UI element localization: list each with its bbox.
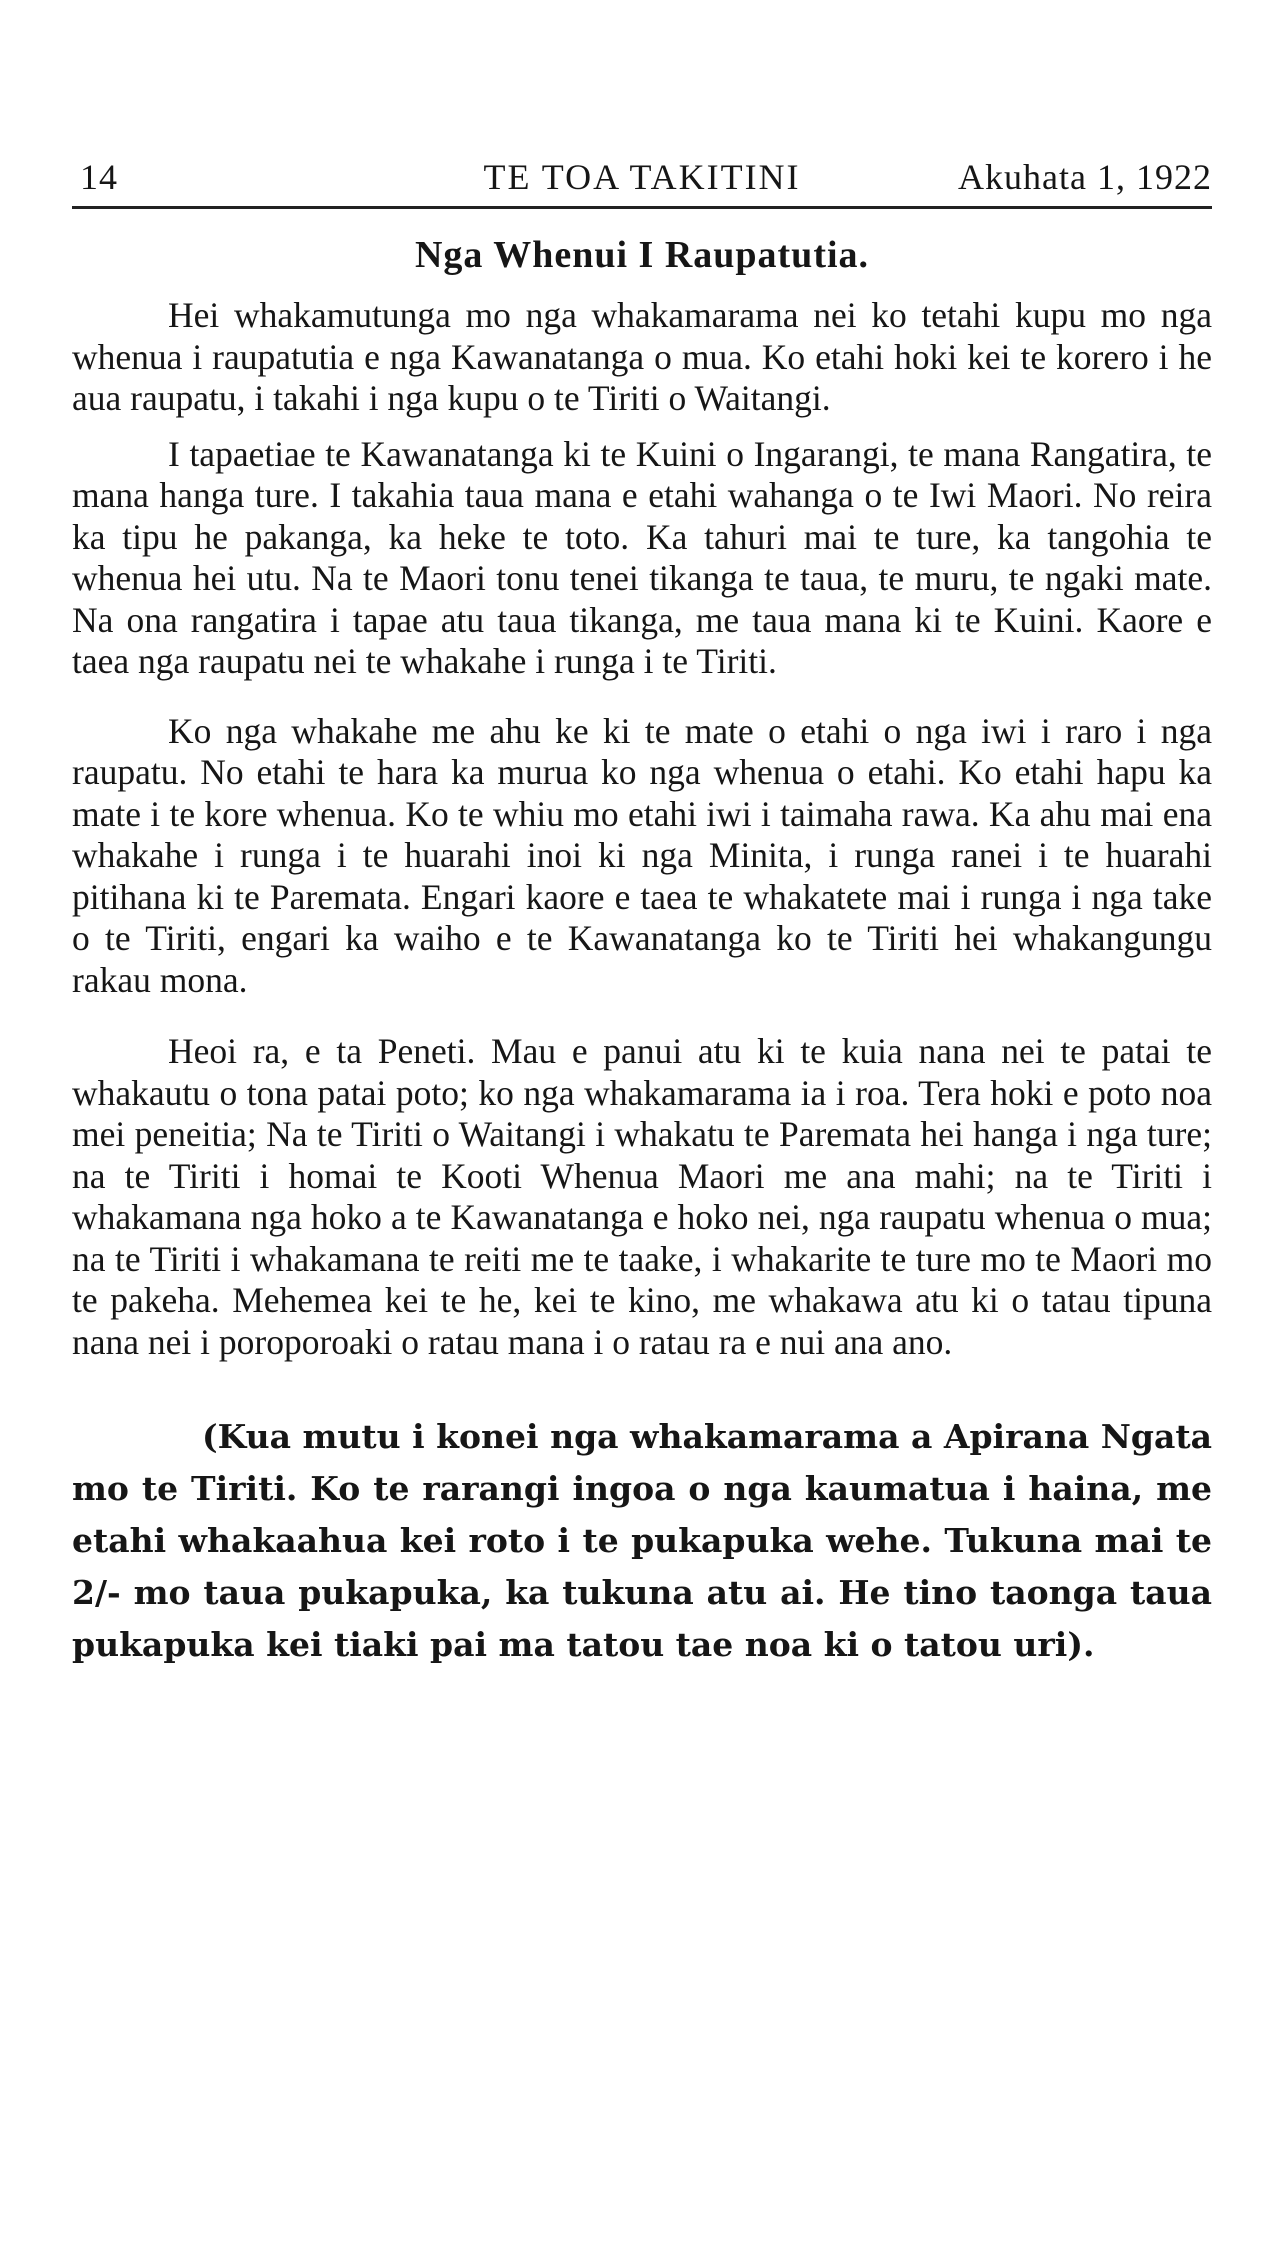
document-page [72,140,1212,1671]
article-paragraph-1: Hei whakamutunga mo nga whakamarama nei ko tetahi kupu mo nga whenua i raupatutia e nga Kawanatanga o mua. Ko etahi hoki kei te korero i he aua raupatu, i takahi i nga kupu o te Tiriti o Waitangi. [72,295,1212,418]
page-number: 14 [80,157,118,197]
article-paragraph-4: Heoi ra, e ta Peneti. Mau e panui atu ki te kuia nana nei te patai te whakautu o tona patai poto; ko nga whakamarama ia i roa. Tera hoki e poto noa mei peneitia; Na te Tiriti o Waitangi i whakatu te Paremata hei hanga i nga ture; na te Tiriti i homai te Kooti Whenua Maori me ana mahi; na te Tiriti i whakamana nga hoko a te Kawanatanga e hoko nei, nga raupatu whenua o mua; na te Tiriti i whakamana te reiti me te taake, i whakarite te ture mo te Maori mo te pakeha. Mehemea kei te he, kei te kino, me whakawa atu ki o tatau tipuna nana nei i poroporoaki o ratau mana i o ratau ra e nui ana ano. [72,1031,1212,1362]
article-title: Nga Whenui I Raupatutia. [414,234,870,276]
article-paragraph-2: I tapaetiae te Kawanatanga ki te Kuini o Ingarangi, te mana Rangatira, te mana hanga ture. I takahia taua mana e etahi wahanga o te Iwi Maori. No reira ka tipu he pakanga, ka heke te toto. Ka tahuri mai te ture, ka tangohia te whenua hei utu. Na te Maori tonu tenei tikanga te taua, te muru, te ngaki mate. Na ona rangatira i tapae atu taua tikanga, me taua mana ki te Kuini. Kaore e taea nga raupatu nei te whakahe i runga i te Tiriti. [72,433,1212,681]
publication-title: TE TOA TAKITINI [483,157,801,197]
header-rule [72,206,1212,209]
article-paragraph-3: Ko nga whakahe me ahu ke ki te mate o etahi o nga iwi i raro i nga raupatu. No etahi te hara ka murua ko nga whenua o etahi. Ko etahi hapu ka mate i te kore whenua. Ko te whiu mo etahi iwi i taimaha rawa. Ka ahu mai ena whakahe i runga i te huarahi inoi ki nga Minita, i runga ranei i te huarahi pitihana ki te Paremata. Engari kaore e taea te whakatete mai i runga i nga take o te Tiriti, engari ka waiho e te Kawanatanga ko te Tiriti hei whakangungu rakau mona. [72,710,1212,1000]
issue-date: Akuhata 1, 1922 [958,157,1212,197]
page-header [72,140,1212,204]
closing-note: (Kua mutu i konei nga whakamarama a Apirana Ngata mo te Tiriti. Ko te rarangi ingoa o nga kaumatua i haina, me etahi whakaahua kei roto i te pukapuka wehe. Tukuna mai te 2/- mo taua pukapuka, ka tukuna atu ai. He tino taonga taua pukapuka kei tiaki pai ma tatou tae noa ki o tatou uri). [72,1417,1212,1664]
